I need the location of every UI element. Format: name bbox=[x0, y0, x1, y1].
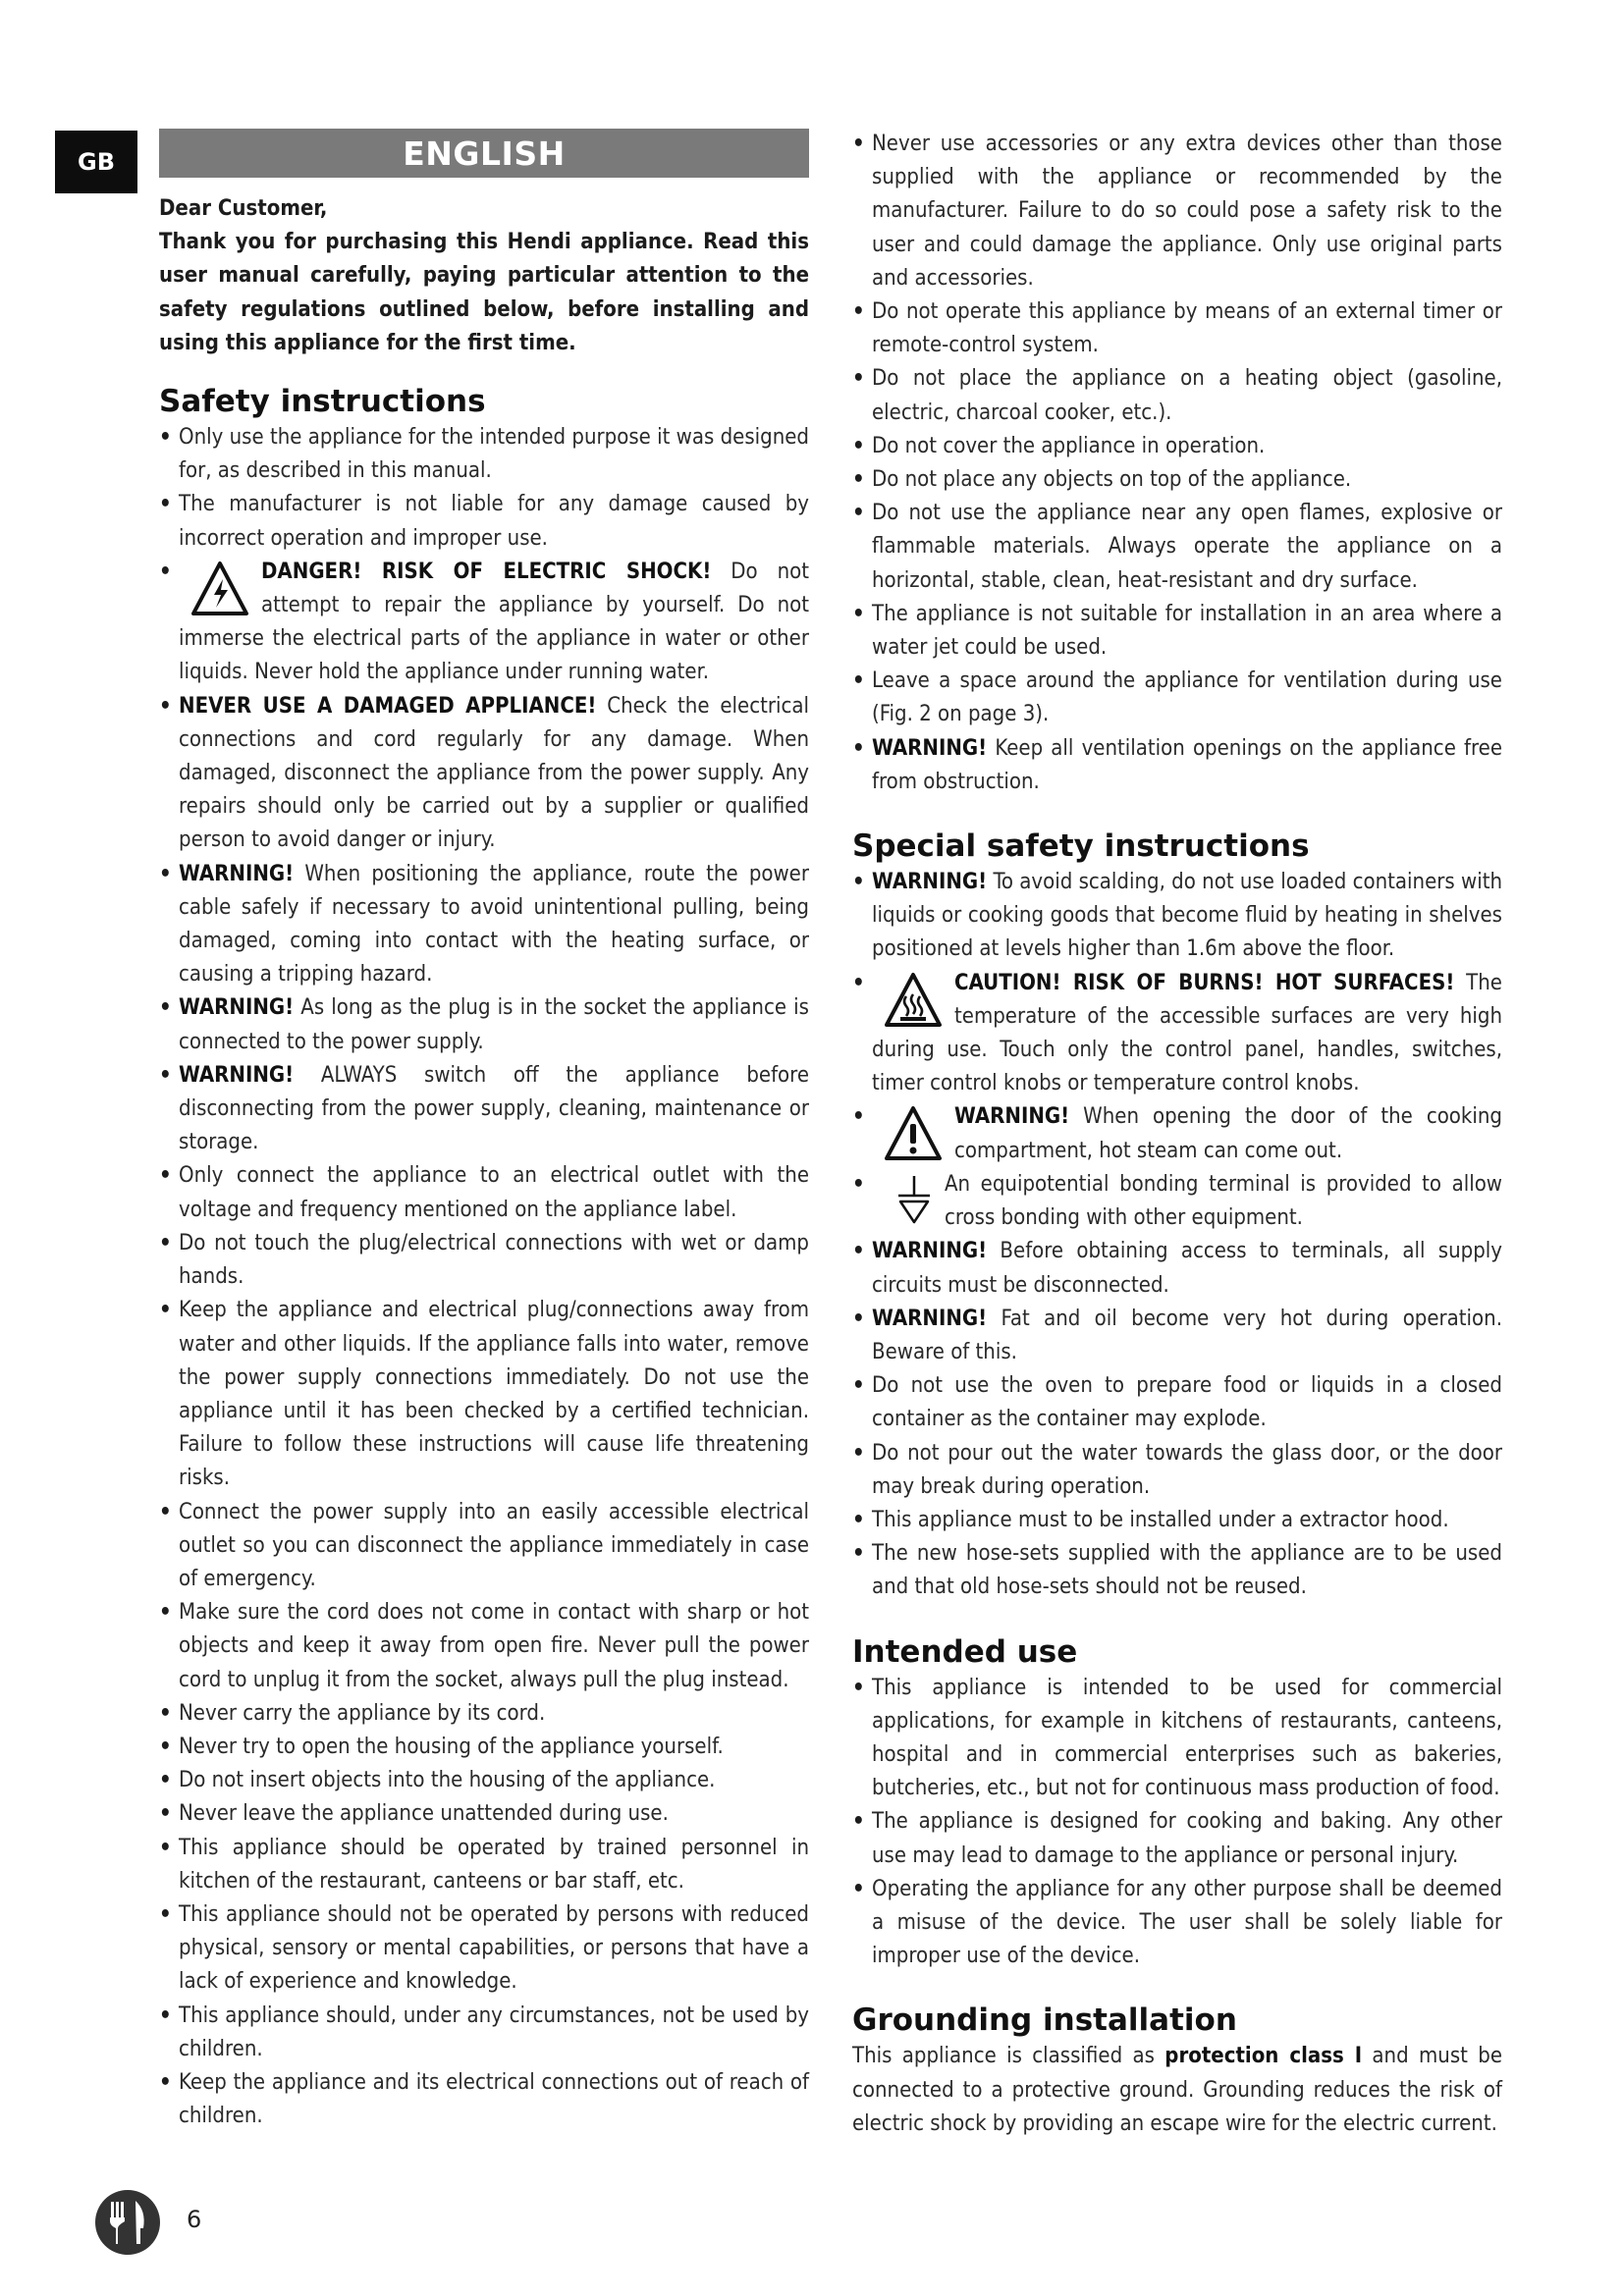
list-item: • Do not insert objects into the housing of the appliance. bbox=[159, 1764, 809, 1797]
list-item: • CAUTION! RISK OF BURNS! HOT SURFACES! The temperature of the accessible surfaces are very high during use. Touch only the control panel, handles, switches, timer control knobs or temperature control knobs. bbox=[852, 967, 1502, 1101]
list-item: • The manufacturer is not liable for any damage caused by incorrect operation and improper use. bbox=[159, 488, 809, 555]
greeting: Dear Customer, bbox=[159, 196, 328, 221]
cutlery-logo-icon bbox=[94, 2189, 161, 2256]
list-item: • WARNING! To avoid scalding, do not use loaded containers with liquids or cooking goods that become fluid by heating in shelves positioned at levels higher than 1.6m above the floor. bbox=[852, 866, 1502, 967]
intended-use-list bbox=[852, 1672, 1502, 1974]
language-tab: GB bbox=[55, 131, 137, 193]
right-column bbox=[852, 128, 1502, 2141]
list-item: • Do not operate this appliance by means of an external timer or remote-control system. bbox=[852, 295, 1502, 362]
special-safety-heading: Special safety instructions bbox=[852, 828, 1310, 865]
list-item: • Only connect the appliance to an electrical outlet with the voltage and frequency mentioned on the appliance label. bbox=[159, 1159, 809, 1226]
page-number: 6 bbox=[187, 2206, 202, 2233]
list-item: • Do not touch the plug/electrical connections with wet or damp hands. bbox=[159, 1227, 809, 1294]
list-item: • This appliance should not be operated by persons with reduced physical, sensory or mental capabilities, or persons that have a lack of experience and knowledge. bbox=[159, 1898, 809, 2000]
list-item: • Do not use the appliance near any open flames, explosive or flammable materials. Always operate the appliance on a horizontal, stable, clean, heat-resistant and dry surface. bbox=[852, 497, 1502, 598]
left-column bbox=[159, 192, 809, 2133]
electric-shock-warning-icon bbox=[190, 560, 249, 618]
list-item: • This appliance should be operated by trained personnel in kitchen of the restaurant, canteens or bar staff, etc. bbox=[159, 1832, 809, 1898]
list-item: • Keep the appliance and electrical plug/connections away from water and other liquids. If the appliance falls into water, remove the power supply connections immediately. Do not use the appliance until it has been checked by a certified technician. Failure to follow these instructions will cause life threatening risks. bbox=[159, 1294, 809, 1495]
list-item: • Do not pour out the water towards the glass door, or the door may break during operation. bbox=[852, 1437, 1502, 1504]
list-item: • DANGER! RISK OF ELECTRIC SHOCK! Do not attempt to repair the appliance by yourself. Do not immerse the electrical parts of the appliance in water or other liquids. Never hold the appliance under running water. bbox=[159, 556, 809, 690]
list-item: • The appliance is designed for cooking and baking. Any other use may lead to damage to the appliance or personal injury. bbox=[852, 1805, 1502, 1872]
list-item: • This appliance must to be installed under a extractor hood. bbox=[852, 1504, 1502, 1537]
equipotential-bonding-icon bbox=[895, 1174, 933, 1225]
list-item: • This appliance is intended to be used for commercial applications, for example in kitchens of restaurants, canteens, hospital and in commercial enterprises such as bakeries, butcheries, etc., but not for continuous mass production of food. bbox=[852, 1672, 1502, 1806]
list-item: • Operating the appliance for any other purpose shall be deemed a misuse of the device. The user shall be solely liable for improper use of the device. bbox=[852, 1873, 1502, 1974]
list-item: • Never carry the appliance by its cord. bbox=[159, 1697, 809, 1731]
list-item: • Do not use the oven to prepare food or liquids in a closed container as the container may explode. bbox=[852, 1369, 1502, 1436]
grounding-heading: Grounding installation bbox=[852, 2002, 1237, 2039]
safety-list bbox=[159, 421, 809, 2133]
list-item: • Never leave the appliance unattended during use. bbox=[159, 1797, 809, 1831]
list-item: • This appliance should, under any circumstances, not be used by children. bbox=[159, 2000, 809, 2066]
list-item: • WARNING! Fat and oil become very hot during operation. Beware of this. bbox=[852, 1303, 1502, 1369]
grounding-text: This appliance is classified as protection class I and must be connected to a protective ground. Grounding reduces the risk of electric shock by providing an escape wire for the electric current. bbox=[852, 2044, 1503, 2136]
safety-list-continued bbox=[852, 128, 1502, 799]
list-item: • WARNING! When positioning the appliance, route the power cable safely if necessary to avoid unintentional pulling, being damaged, coming into contact with the heating surface, or causing a tripping hazard. bbox=[159, 858, 809, 992]
list-item: • Never try to open the housing of the appliance yourself. bbox=[159, 1731, 809, 1764]
intended-use-heading: Intended use bbox=[852, 1633, 1078, 1670]
general-warning-icon bbox=[884, 1104, 943, 1163]
list-item: • Keep the appliance and its electrical connections out of reach of children. bbox=[159, 2066, 809, 2133]
list-item: • Do not cover the appliance in operation. bbox=[852, 430, 1502, 463]
list-item: • WARNING! As long as the plug is in the socket the appliance is connected to the power supply. bbox=[159, 991, 809, 1058]
language-banner: ENGLISH bbox=[159, 129, 809, 178]
safety-heading: Safety instructions bbox=[159, 384, 486, 420]
intro-text: Thank you for purchasing this Hendi appliance. Read this user manual carefully, paying particular attention to the safety regulations outlined below, before installing and using this appliance for the first time. bbox=[159, 230, 809, 355]
hot-surface-warning-icon bbox=[884, 971, 943, 1030]
list-item: • NEVER USE A DAMAGED APPLIANCE! Check the electrical connections and cord regularly for any damage. When damaged, disconnect the appliance from the power supply. Any repairs should only be carried out by a supplier or qualified person to avoid danger or injury. bbox=[159, 690, 809, 858]
list-item: • Only use the appliance for the intended purpose it was designed for, as described in this manual. bbox=[159, 421, 809, 488]
list-item: • The new hose-sets supplied with the appliance are to be used and that old hose-sets should not be reused. bbox=[852, 1537, 1502, 1604]
list-item: • Do not place any objects on top of the appliance. bbox=[852, 463, 1502, 497]
list-item: • WARNING! Before obtaining access to terminals, all supply circuits must be disconnected. bbox=[852, 1235, 1502, 1302]
list-item: • WARNING! Keep all ventilation openings on the appliance free from obstruction. bbox=[852, 732, 1502, 799]
list-item: • WARNING! When opening the door of the cooking compartment, hot steam can come out. bbox=[852, 1100, 1502, 1167]
list-item: • An equipotential bonding terminal is provided to allow cross bonding with other equipment. bbox=[852, 1168, 1502, 1235]
list-item: • Make sure the cord does not come in contact with sharp or hot objects and keep it away from open fire. Never pull the power cord to unplug it from the socket, always pull the plug instead. bbox=[159, 1596, 809, 1697]
special-safety-list bbox=[852, 866, 1502, 1604]
list-item: • The appliance is not suitable for installation in an area where a water jet could be used. bbox=[852, 598, 1502, 665]
list-item: • Leave a space around the appliance for ventilation during use (Fig. 2 on page 3). bbox=[852, 665, 1502, 731]
list-item: • Never use accessories or any extra devices other than those supplied with the appliance or recommended by the manufacturer. Failure to do so could pose a safety risk to the user and could damage the appliance. Only use original parts and accessories. bbox=[852, 128, 1502, 295]
list-item: • Do not place the appliance on a heating object (gasoline, electric, charcoal cooker, etc.). bbox=[852, 362, 1502, 429]
list-item: • Connect the power supply into an easily accessible electrical outlet so you can disconnect the appliance immediately in case of emergency. bbox=[159, 1496, 809, 1597]
list-item: • WARNING! ALWAYS switch off the appliance before disconnecting from the power supply, cleaning, maintenance or storage. bbox=[159, 1059, 809, 1160]
